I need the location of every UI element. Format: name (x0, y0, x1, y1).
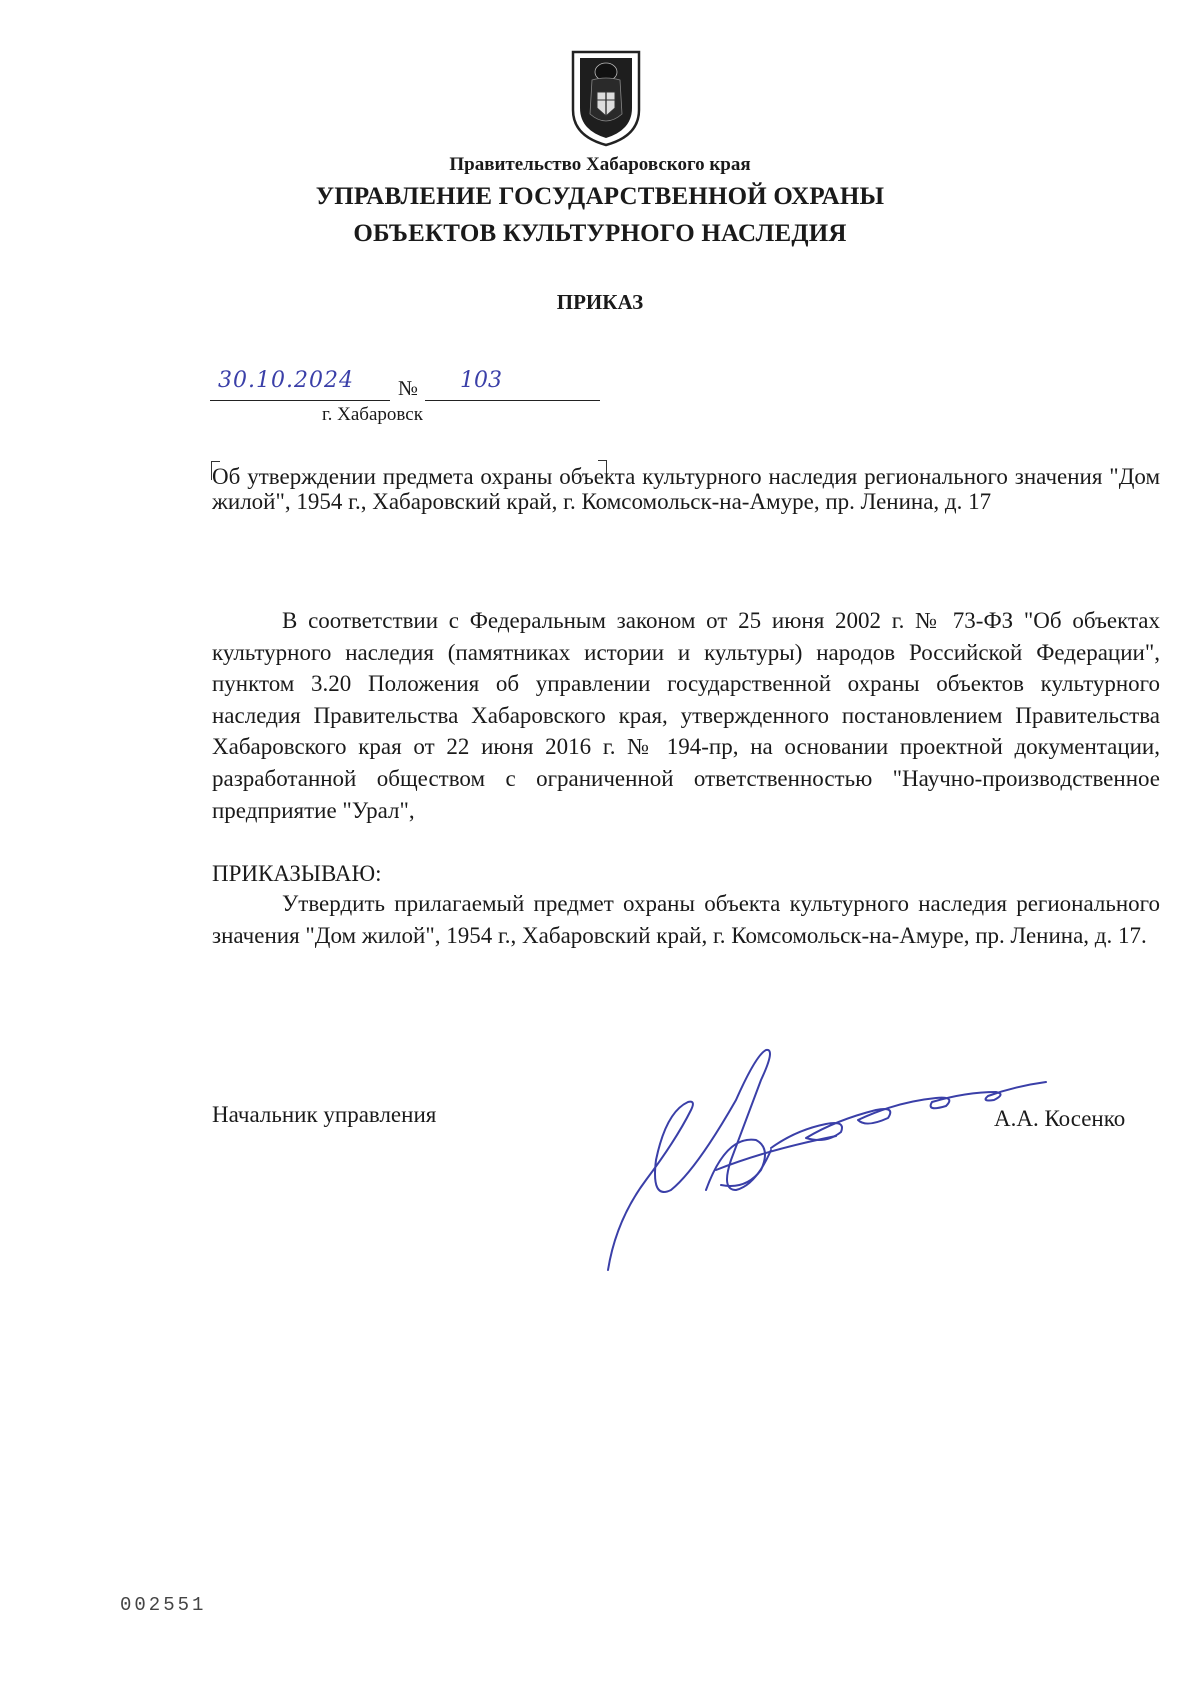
signer-name: А.А. Косенко (994, 1106, 1126, 1131)
issue-city: г. Хабаровск (322, 404, 423, 425)
department-name-line1: УПРАВЛЕНИЕ ГОСУДАРСТВЕННОЙ ОХРАНЫ (315, 183, 885, 210)
signer-position: Начальник управления (212, 1102, 437, 1127)
preamble-paragraph: В соответствии с Федеральным законом от 25 июня 2002 г. № 73-ФЗ "Об объектах культурного наследия (памятниках истории и культуры) народов Российской Федерации", пунктом 3.20 Положения об управлении государственной охраны объектов культурного наследия Правительства Хабаровского края, утвержденного постановлением Правительства Хабаровского края от 22 июня 2016 г. № 194-пр, на основании проектной документации, разработанной обществом с ограниченной ответственностью "Научно-производственное предприятие "Урал", (212, 608, 1160, 823)
handwritten-number: 103 (460, 368, 502, 393)
registration-code: 002551 (120, 1594, 207, 1616)
handwritten-date: 30.10.2024 (218, 368, 354, 393)
government-name: Правительство Хабаровского края (449, 154, 751, 175)
date-underline (210, 400, 390, 401)
document-subject: Об утверждении предмета охраны объекта культурного наследия регионального значения "Дом жилой", 1954 г., Хабаровский край, г. Комсомольск-на-Амуре, пр. Ленина, д. 17 (212, 464, 1160, 514)
department-name-line2: ОБЪЕКТОВ КУЛЬТУРНОГО НАСЛЕДИЯ (353, 220, 847, 247)
handwritten-signature-icon (596, 1040, 1086, 1280)
coat-of-arms-icon (570, 48, 642, 148)
number-sign: № (398, 376, 419, 400)
order-word: ПРИКАЗЫВАЮ: (212, 861, 382, 886)
order-paragraph: Утвердить прилагаемый предмет охраны объекта культурного наследия регионального значения "Дом жилой", 1954 г., Хабаровский край, г. Комсомольск-на-Амуре, пр. Ленина, д. 17. (212, 891, 1160, 948)
document-type-title: ПРИКАЗ (556, 290, 644, 314)
number-underline (425, 400, 600, 401)
